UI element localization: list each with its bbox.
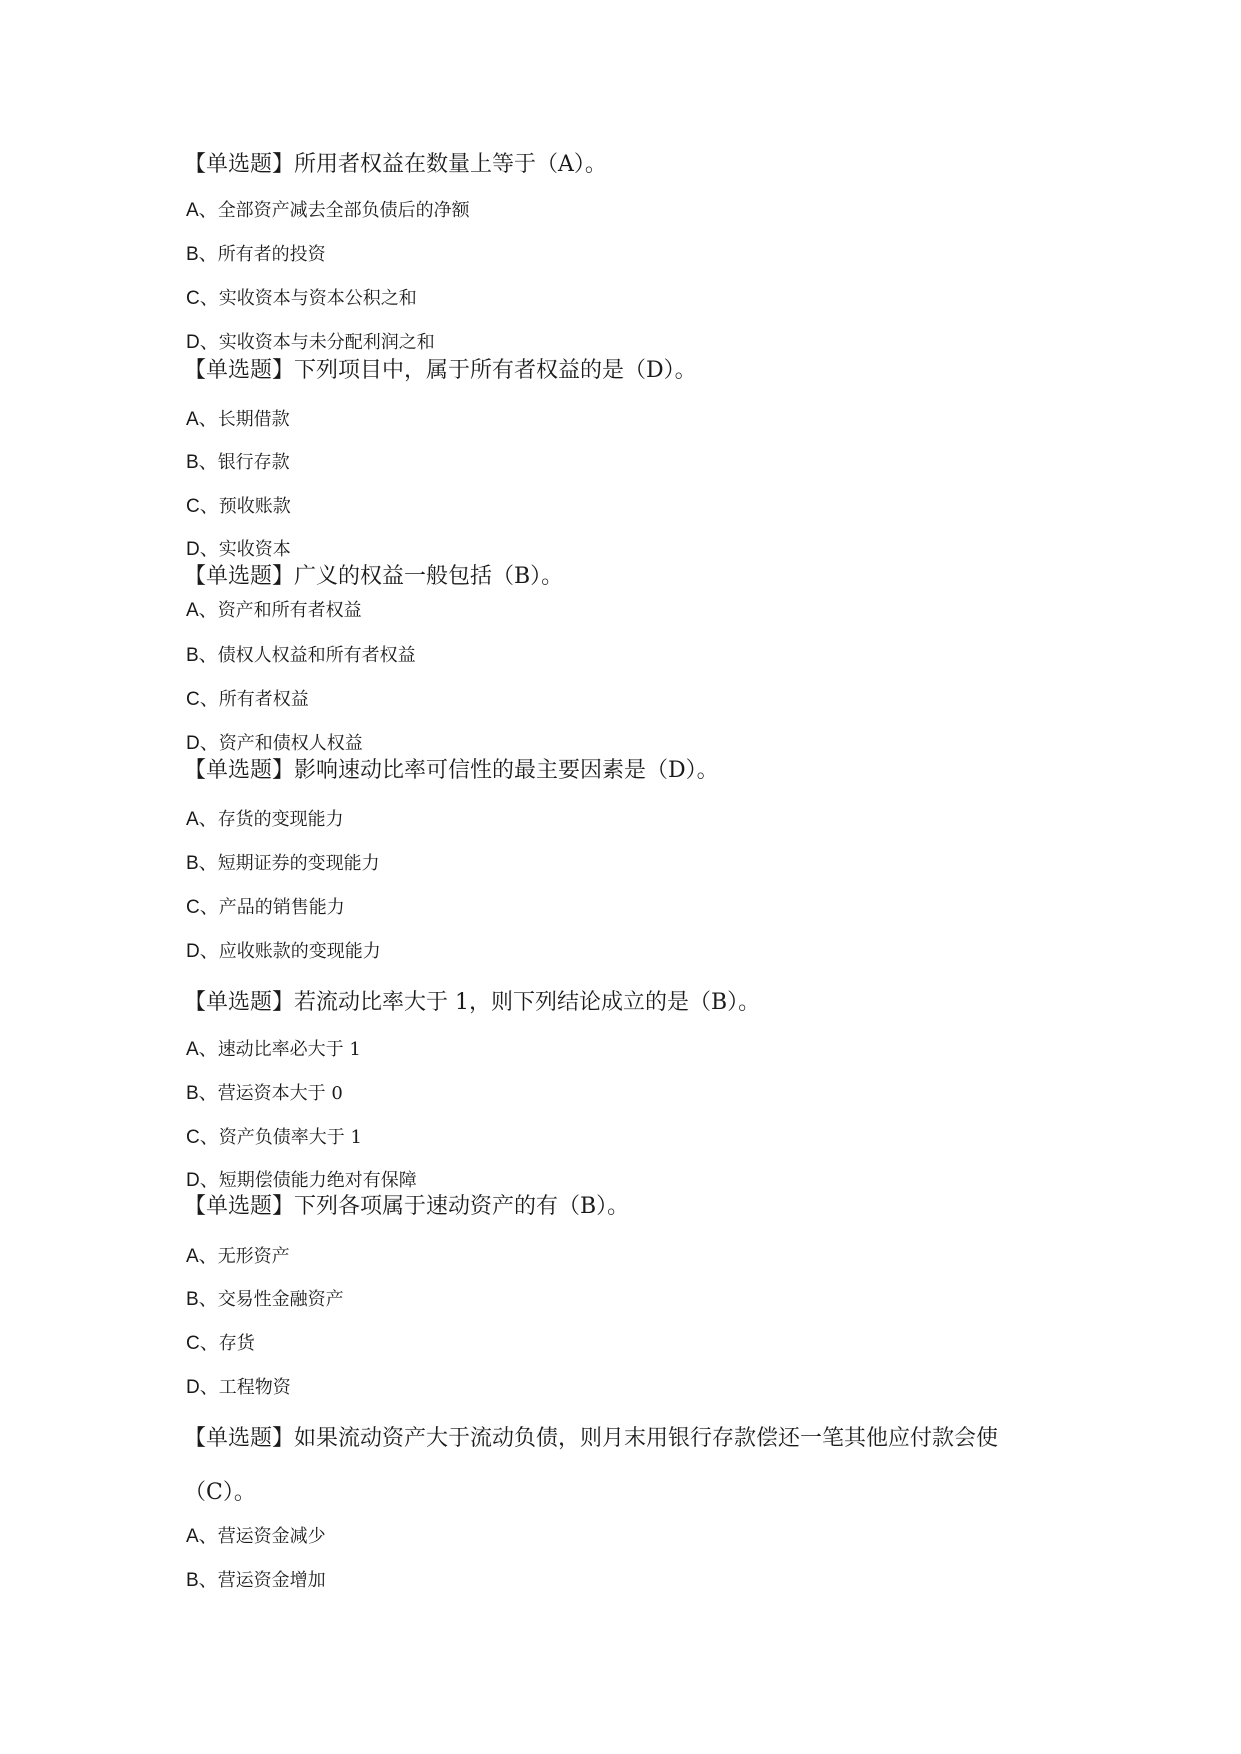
question-6-stem: 【单选题】下列各项属于速动资产的有（B）。 (184, 1194, 630, 1219)
option-letter: C、 (186, 1333, 219, 1354)
option-letter: D、 (186, 332, 219, 353)
question-1-stem: 【单选题】所用者权益在数量上等于（A）。 (184, 152, 607, 177)
question-7-option-b (186, 1571, 326, 1590)
option-text: 存货的变现能力 (217, 809, 344, 830)
option-text: 短期偿债能力绝对有保障 (218, 1170, 417, 1191)
option-text: 全部资产减去全部负债后的净额 (217, 200, 470, 221)
option-text: 债权人权益和所有者权益 (217, 645, 416, 666)
option-letter: B、 (186, 1083, 218, 1104)
option-text: 长期借款 (217, 409, 290, 430)
option-letter: C、 (186, 288, 219, 309)
question-5-stem: 【单选题】若流动比率大于 1，则下列结论成立的是（B）。 (184, 990, 761, 1015)
option-text: 资产和债权人权益 (218, 733, 363, 754)
option-letter: C、 (186, 496, 219, 517)
option-letter: A、 (186, 1526, 218, 1547)
question-2-option-b (186, 453, 290, 472)
question-3-option-b (186, 646, 416, 665)
question-6-option-d (186, 1378, 291, 1397)
option-text: 营运资本大于 0 (217, 1083, 343, 1104)
option-letter: C、 (186, 897, 219, 918)
question-1-option-d (186, 333, 435, 352)
question-5-option-c (186, 1128, 362, 1147)
option-text: 实收资本与未分配利润之和 (218, 332, 435, 353)
question-1-option-c (186, 289, 417, 308)
question-5-option-d (186, 1171, 417, 1190)
question-7-option-a (186, 1527, 326, 1546)
option-letter: A、 (186, 1246, 218, 1267)
question-6-option-c (186, 1334, 255, 1353)
option-text: 所有者的投资 (217, 244, 326, 265)
question-2-option-d (186, 540, 291, 559)
option-letter: D、 (186, 539, 219, 560)
option-letter: A、 (186, 409, 218, 430)
option-letter: A、 (186, 1039, 218, 1060)
option-letter: B、 (186, 853, 218, 874)
question-3-option-d (186, 734, 363, 753)
question-3-stem: 【单选题】广义的权益一般包括（B）。 (184, 564, 564, 589)
option-text: 短期证券的变现能力 (217, 853, 380, 874)
question-4-option-c (186, 898, 345, 917)
option-text: 营运资金减少 (217, 1526, 326, 1547)
option-text: 实收资本 (218, 539, 291, 560)
question-1-option-a (186, 201, 470, 220)
option-text: 存货 (218, 1333, 255, 1354)
option-letter: A、 (186, 600, 218, 621)
question-4-option-b (186, 854, 380, 873)
option-text: 应收账款的变现能力 (218, 941, 381, 962)
question-7-stem: 【单选题】如果流动资产大于流动负债，则月末用银行存款偿还一笔其他应付款会使 (184, 1426, 999, 1451)
option-letter: B、 (186, 452, 218, 473)
option-letter: C、 (186, 1127, 219, 1148)
option-text: 所有者权益 (218, 689, 309, 710)
option-letter: C、 (186, 689, 219, 710)
option-letter: D、 (186, 941, 219, 962)
question-4-option-d (186, 942, 381, 961)
option-letter: B、 (186, 1570, 218, 1591)
option-text: 预收账款 (218, 496, 291, 517)
option-text: 资产负债率大于 1 (218, 1127, 362, 1148)
option-letter: D、 (186, 733, 219, 754)
option-letter: D、 (186, 1170, 219, 1191)
option-text: 银行存款 (217, 452, 290, 473)
option-text: 无形资产 (217, 1246, 290, 1267)
question-2-stem: 【单选题】下列项目中，属于所有者权益的是（D）。 (184, 358, 697, 383)
option-text: 实收资本与资本公积之和 (218, 288, 417, 309)
question-2-option-c (186, 497, 291, 516)
question-4-option-a (186, 810, 344, 829)
question-7-stem-continued: （C）。 (184, 1480, 256, 1505)
question-3-option-c (186, 690, 309, 709)
question-5-option-b (186, 1084, 343, 1103)
question-6-option-b (186, 1290, 344, 1309)
question-6-option-a (186, 1247, 290, 1266)
option-text: 产品的销售能力 (218, 897, 345, 918)
option-letter: D、 (186, 1377, 219, 1398)
question-3-option-a (186, 601, 362, 620)
option-text: 工程物资 (218, 1377, 291, 1398)
option-text: 交易性金融资产 (217, 1289, 344, 1310)
option-letter: B、 (186, 1289, 218, 1310)
option-text: 速动比率必大于 1 (217, 1039, 361, 1060)
question-5-option-a (186, 1040, 361, 1059)
question-4-stem: 【单选题】影响速动比率可信性的最主要因素是（D）。 (184, 758, 719, 783)
option-text: 营运资金增加 (217, 1570, 326, 1591)
question-2-option-a (186, 410, 290, 429)
option-text: 资产和所有者权益 (217, 600, 362, 621)
option-letter: A、 (186, 200, 218, 221)
question-1-option-b (186, 245, 326, 264)
option-letter: B、 (186, 645, 218, 666)
option-letter: B、 (186, 244, 218, 265)
option-letter: A、 (186, 809, 218, 830)
